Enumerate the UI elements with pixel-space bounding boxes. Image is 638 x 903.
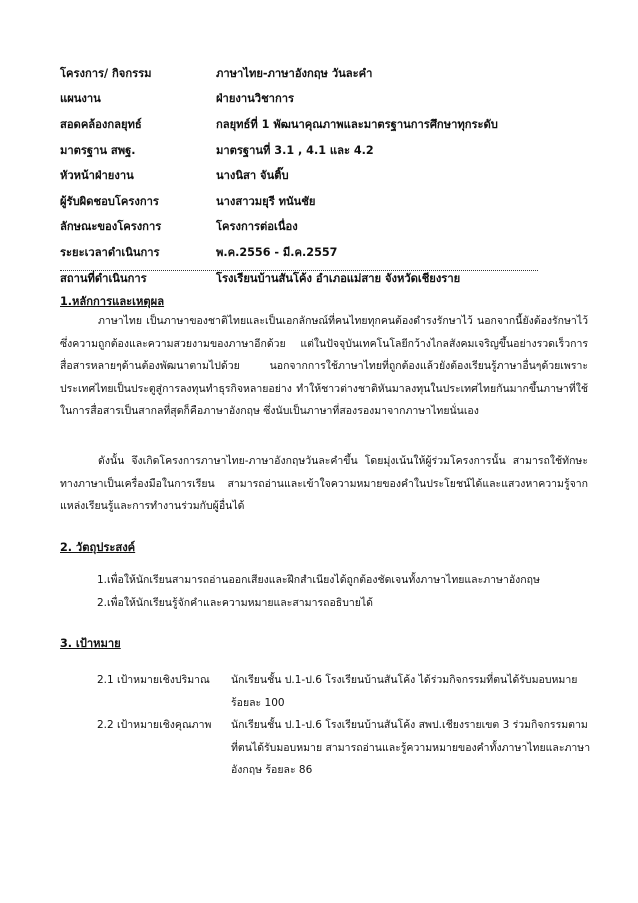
info-value: โครงการต่อเนื่อง xyxy=(216,220,298,234)
info-value: นางนิสา จันติ๊บ xyxy=(216,169,289,183)
info-label: มาตรฐาน สพฐ. xyxy=(60,143,136,157)
info-row-head xyxy=(60,162,600,188)
info-value: นางสาวมยุรี ทนันชัย xyxy=(216,194,316,208)
target-row xyxy=(97,714,597,782)
section-heading-objectives: 2. วัตถุประสงค์ xyxy=(60,541,136,554)
dotted-divider xyxy=(60,262,538,271)
info-value: โรงเรียนบ้านสันโค้ง อำเภอแม่สาย จังหวัดเชียงราย xyxy=(216,271,461,285)
target-text: นักเรียนชั้น ป.1-ป.6 โรงเรียนบ้านสันโค้ง สพป.เชียงรายเขต 3 ร่วมกิจกรรมตามที่ตนได้รับมอบหมาย สามารถอ่านและรู้ความหมายของคำทั้งภาษาไทยและภาษาอังกฤษ ร้อยละ 86 xyxy=(231,719,591,776)
info-label: ลักษณะของโครงการ xyxy=(60,220,162,234)
rationale-paragraph-1 xyxy=(60,310,588,423)
section-heading-targets: 3. เป้าหมาย xyxy=(60,637,121,650)
paragraph-text: ภาษาไทย เป็นภาษาของชาติไทยและเป็นเอกลักษณ์ที่คนไทยทุกคนต้องดำรงรักษาไว้ นอกจากนี้ยังต้องรักษาไว้ซึ่งความถูกต้องและความสวยงามของภาษาอีกด้วย แต่ในปัจจุบันเทคโนโลยีกว้างไกลสังคมเจริญขึ้นอย่างรวดเร็วการสื่อสารหลายๆด้านต้องพัฒนาตามไปด้วย นอกจากการใช้ภาษาไทยที่ถูกต้องแล้วยังต้องเรียนรู้ภาษาอื่นๆด้วยเพราะประเทศไทยเป็นประตูสู่การลงทุนทำธุรกิจหลายอย่าง ทำให้ชาวต่างชาติหันมาลงทุนในประเทศไทยกันมากขึ้นภาษาที่ใช้ในการสื่อสารเป็นสากลที่สุดก็คือภาษาอังกฤษ ซึ่งนับเป็นภาษาที่สองรองมาจากภาษาไทยนั่นเอง xyxy=(60,315,588,417)
target-row xyxy=(97,669,597,714)
info-label: ผู้รับผิดชอบโครงการ xyxy=(60,194,159,208)
info-label: หัวหน้าฝ่ายงาน xyxy=(60,169,134,183)
paragraph-text: ดังนั้น จึงเกิดโครงการภาษาไทย-ภาษาอังกฤษวันละคำขึ้น โดยมุ่งเน้นให้ผู้ร่วมโครงการนั้น สามารถใช้ทักษะทางภาษาเป็นเครื่องมือในการเรียน สามารถอ่านและเข้าใจความหมายของคำในประโยชน์ได้และแสวงหาความรู้จากแหล่งเรียนรู้และการทำงานร่วมกับผู้อื่นได้ xyxy=(60,455,588,512)
info-value: ภาษาไทย-ภาษาอังกฤษ วันละคำ xyxy=(216,66,373,80)
info-label: สอดคล้องกลยุทธ์ xyxy=(60,117,142,131)
section-heading-rationale: 1.หลักการและเหตุผล xyxy=(60,295,165,308)
info-label: โครงการ/ กิจกรรม xyxy=(60,66,152,80)
info-row-strategy xyxy=(60,111,600,137)
target-item-quantity xyxy=(97,669,597,714)
info-row-plan xyxy=(60,86,600,112)
info-value: พ.ค.2556 - มี.ค.2557 xyxy=(216,245,338,259)
target-label: 2.2 เป้าหมายเชิงคุณภาพ xyxy=(97,719,212,731)
objective-item-2: 2.เพื่อให้นักเรียนรู้จักคำและความหมายและสามารถอธิบายได้ xyxy=(97,597,374,609)
info-label: ระยะเวลาดำเนินการ xyxy=(60,245,160,259)
info-value: กลยุทธ์ที่ 1 พัฒนาคุณภาพและมาตรฐานการศึกษาทุกระดับ xyxy=(216,117,498,131)
info-value: ฝ่ายงานวิชาการ xyxy=(216,92,295,106)
info-row-period xyxy=(60,239,600,265)
objective-item-1: 1.เพื่อให้นักเรียนสามารถอ่านออกเสียงและฝึกสำเนียงได้ถูกต้องชัดเจนทั้งภาษาไทยและภาษาอังกฤษ xyxy=(97,574,540,586)
info-value: มาตรฐานที่ 3.1 , 4.1 และ 4.2 xyxy=(216,143,374,157)
info-row-standard xyxy=(60,137,600,163)
target-label: 2.1 เป้าหมายเชิงปริมาณ xyxy=(97,674,210,686)
info-row-type xyxy=(60,214,600,240)
info-label: แผนงาน xyxy=(60,92,101,106)
target-item-quality xyxy=(97,714,597,782)
info-label: สถานที่ดำเนินการ xyxy=(60,271,147,285)
target-text: นักเรียนชั้น ป.1-ป.6 โรงเรียนบ้านสันโค้ง ได้ร่วมกิจกรรมที่ตนได้รับมอบหมาย ร้อยละ 100 xyxy=(231,674,578,709)
rationale-paragraph-2 xyxy=(60,450,588,518)
info-row-project xyxy=(60,60,600,86)
info-row-responsible xyxy=(60,188,600,214)
project-info-table xyxy=(60,60,600,290)
